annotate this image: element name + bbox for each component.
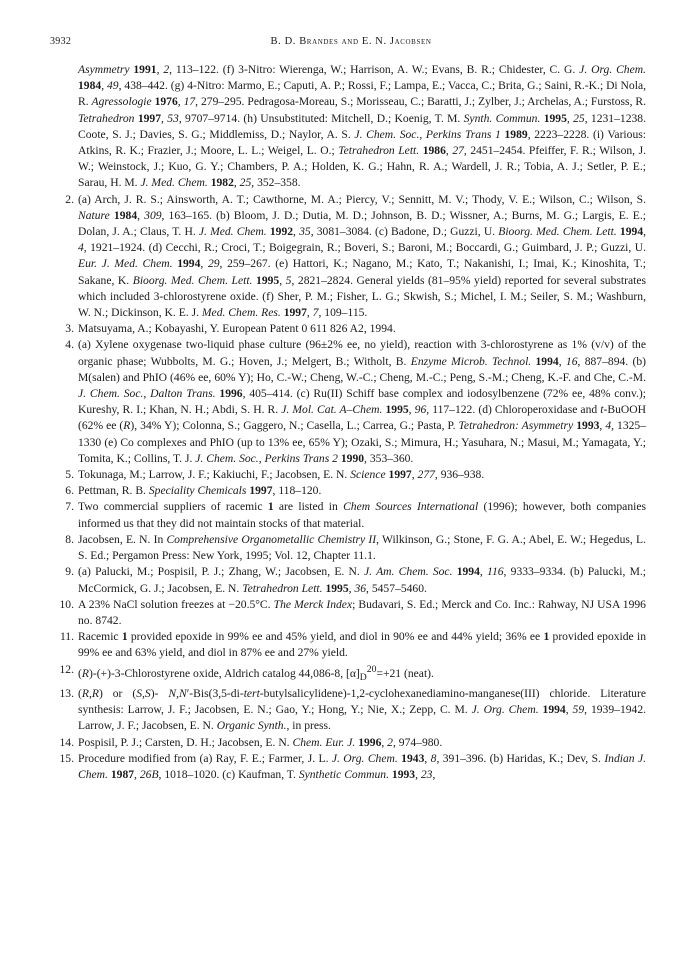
reference-text: (a) Arch, J. R. S.; Ainsworth, A. T.; Cawthorne, M. A.; Piercy, V.; Sennitt, M. V.; Thody, V. E.; Wilson, C.; Wilson, S. Nature 1984, 309, 163–165. (b) Bloom, J. D.; Dutia, M. D.; Johnson, B. D.; Wissner, A.; Burns, M. G.; Largis, E. E.; Dolan, J. A.; Claus, T. H. J. Med. Chem. 1992, 35, 3081–3084. (c) Badone, D.; Guzzi, U. Bioorg. Med. Chem. Lett. 1994, 4, 1921–1924. (d) Cecchi, R.; Croci, T.; Boigegrain, R.; Boveri, S.; Baroni, M.; Boccardi, G.; Guimbard, J. P.; Guzzi, U. Eur. J. Med. Chem. 1994, 29, 259–267. (e) Hattori, K.; Nagano, M.; Kato, T.; Nakanishi, I.; Imai, K.; Kinoshita, T.; Sakane, K. Bioorg. Med. Chem. Lett. 1995, 5, 2821–2824. General yields (81–95% yield) reported for several substrates which included 3-chlorostyrene oxide. (f) Sher, P. M.; Fisher, L. G.; Skwish, S.; Michel, I. M.; Seiler, S. M.; Washburn, W. N.; Dickinson, K. E. J. Med. Chem. Res. 1997, 7, 109–115. xyxy=(78,192,647,320)
reference-text: A 23% NaCl solution freezes at −20.5°C. The Merck Index; Budavari, S. Ed.; Merck and Co. Inc.: Rahway, NJ USA 1996 no. 8742. xyxy=(78,597,646,627)
reference-item xyxy=(54,321,646,337)
reference-number: 6. xyxy=(65,484,74,498)
reference-text: (a) Palucki, M.; Pospisil, P. J.; Zhang, W.; Jacobsen, E. N. J. Am. Chem. Soc. 1994, 116, 9333–9334. (b) Palucki, M.; McCormick, G. J.; Jacobsen, E. N. Tetrahedron Lett. 1995, 36, 5457–5460. xyxy=(78,565,647,595)
reference-item xyxy=(54,499,646,531)
reference-number: 4. xyxy=(65,338,74,352)
reference-item xyxy=(54,597,646,629)
reference-text: Tokunaga, M.; Larrow, J. F.; Kakiuchi, F.; Jacobsen, E. N. Science 1997, 277, 936–938. xyxy=(78,468,485,482)
reference-list xyxy=(54,62,646,783)
reference-item xyxy=(54,751,646,783)
reference-text: Asymmetry 1991, 2, 113–122. (f) 3-Nitro: Wierenga, W.; Harrison, A. W.; Evans, B. R.; Chidester, C. G. J. Org. Chem. 1984, 49, 438–442. (g) 4-Nitro: Marmo, E.; Caputi, A. P.; Rossi, F.; Lampa, E.; Vacca, C.; Brita, G.; Saini, R.-K.; Di Nola, R. Agressologie 1976, 17, 279–295. Pedragosa-Moreau, S.; Morisseau, C.; Baratti, J.; Zylber, J.; Archelas, A.; Furstoss, R. Tetrahedron 1997, 53, 9707–9714. (h) Unsubstituted: Mitchell, D.; Koenig, T. M. Synth. Commun. 1995, 25, 1231–1238. Coote, S. J.; Davies, S. G.; Middlemiss, D.; Naylor, A. S. J. Chem. Soc., Perkins Trans 1 1989, 2223–2228. (i) Various: Atkins, R. K.; Frazier, J.; Moore, L. L.; Weigel, L. O.; Tetrahedron Lett. 1986, 27, 2451–2454. Pfeiffer, F. R.; Wilson, J. W.; Weinstock, J.; Kuo, G. Y.; Chambers, P. A.; Holden, K. G.; Hahn, R. A.; Wardell, J. R.; Tobia, A. J.; Setler, P. E.; Sarau, H. M. J. Med. Chem. 1982, 25, 352–358. xyxy=(78,63,647,190)
reference-number: 15. xyxy=(59,751,74,765)
reference-text: Two commercial suppliers of racemic 1 are listed in Chem Sources International (1996); however, both companies informed us that they did not maintain stocks of that material. xyxy=(78,500,647,530)
reference-number: 9. xyxy=(65,565,74,579)
reference-number: 7. xyxy=(65,500,74,514)
reference-text: Procedure modified from (a) Ray, F. E.; Farmer, J. L. J. Org. Chem. 1943, 8, 391–396. (b) Haridas, K.; Dev, S. Indian J. Chem. 1987, 26B, 1018–1020. (c) Kaufman, T. Synthetic Commun. 1993, 23, xyxy=(78,751,647,781)
reference-number: 11. xyxy=(59,630,74,644)
reference-text: (R,R) or (S,S)- N,N′-Bis(3,5-di-tert-butylsalicylidene)-1,2-cyclohexanediamino-manganese(III) chloride. Literature synthesis: Larrow, J. F.; Jacobsen, E. N.; Gao, Y.; Hong, Y.; Nie, X.; Zepp, C. M. J. Org. Chem. 1994, 59, 1939–1942. Larrow, J. F.; Jacobsen, E. N. Organic Synth., in press. xyxy=(78,686,647,733)
reference-number: 8. xyxy=(65,532,74,546)
reference-text: Jacobsen, E. N. In Comprehensive Organometallic Chemistry II, Wilkinson, G.; Stone, F. G. A.; Abel, E. W.; Hegedus, L. S. Ed.; Pergamon Press: New York, 1995; Vol. 12, Chapter 11.1. xyxy=(78,532,646,563)
reference-text: Pettman, R. B. Speciality Chemicals 1997, 118–120. xyxy=(78,484,322,498)
reference-text: Matsuyama, A.; Kobayashi, Y. European Patent 0 611 826 A2, 1994. xyxy=(78,322,396,336)
reference-text: Pospisil, P. J.; Carsten, D. H.; Jacobsen, E. N. Chem. Eur. J. 1996, 2, 974–980. xyxy=(78,735,443,749)
reference-number: 12. xyxy=(59,662,74,676)
page-number: 3932 xyxy=(50,36,72,47)
reference-number: 2. xyxy=(65,192,74,206)
reference-text: (R)-(+)-3-Chlorostyrene oxide, Aldrich catalog 44,086-8, $[\alpha]_D^{20}=+21$ (neat). xyxy=(78,663,434,683)
reference-number: 10. xyxy=(59,597,74,611)
reference-item xyxy=(54,192,646,322)
running-title: B. D. Brandes and E. N. Jacobsen xyxy=(270,36,432,47)
reference-text: (a) Xylene oxygenase two-liquid phase culture (96±2% ee, no yield), reaction with 3-chlorostyrene as 1% (v/v) of the organic phase; Wubbolts, M. G.; Hoven, J.; Melgert, B.; Witholt, B. Enzyme Microb. Technol. 1994, 16, 887–894. (b) M(salen) and PhIO (46% ee, 60% Y); Ho, C.-W.; Cheng, W.-C.; Cheng, M.-C.; Peng, S.-M.; Cheng, K.-F. and Che, C.-M. J. Chem. Soc., Dalton Trans. 1996, 405–414. (c) Ru(II) Schiff base complex and iodosylbenzene (72% ee, 48% conv.); Kureshy, R. I.; Khan, N. H.; Abdi, S. H. R. J. Mol. Cat. A–Chem. 1995, 96, 117–122. (d) Chloroperoxidase and t-BuOOH (62% ee (R), 34% Y); Colonna, S.; Gaggero, N.; Casella, L.; Carrea, G.; Pasta, P. Tetrahedron: Asymmetry 1993, 4, 1325–1330 (e) Co complexes and PhIO (up to 13% ee, 65% Y); Ozaki, S.; Mimura, H.; Yasuhara, N.; Masui, M.; Yamagata, Y.; Tomita, K.; Collins, T. J. J. Chem. Soc., Perkins Trans 2 1990, 353–360. xyxy=(78,338,647,465)
reference-item xyxy=(54,629,646,661)
reference-item xyxy=(54,564,646,596)
reference-number: 13. xyxy=(59,686,74,700)
reference-item xyxy=(54,662,646,686)
reference-item xyxy=(54,532,646,564)
reference-item xyxy=(54,686,646,735)
reference-number: 14. xyxy=(59,735,74,749)
running-head xyxy=(50,36,652,52)
reference-item xyxy=(54,483,646,499)
reference-item xyxy=(54,62,646,192)
reference-item xyxy=(54,735,646,751)
reference-number: 3. xyxy=(65,322,74,336)
reference-number: 5. xyxy=(65,468,74,482)
reference-item xyxy=(54,467,646,483)
reference-item xyxy=(54,337,646,467)
reference-text: Racemic 1 provided epoxide in 99% ee and 45% yield, and diol in 90% ee and 44% yield; 36% ee 1 provided epoxide in 99% ee and 63% yield, and diol in 87% ee and 27% yield. xyxy=(78,630,646,660)
